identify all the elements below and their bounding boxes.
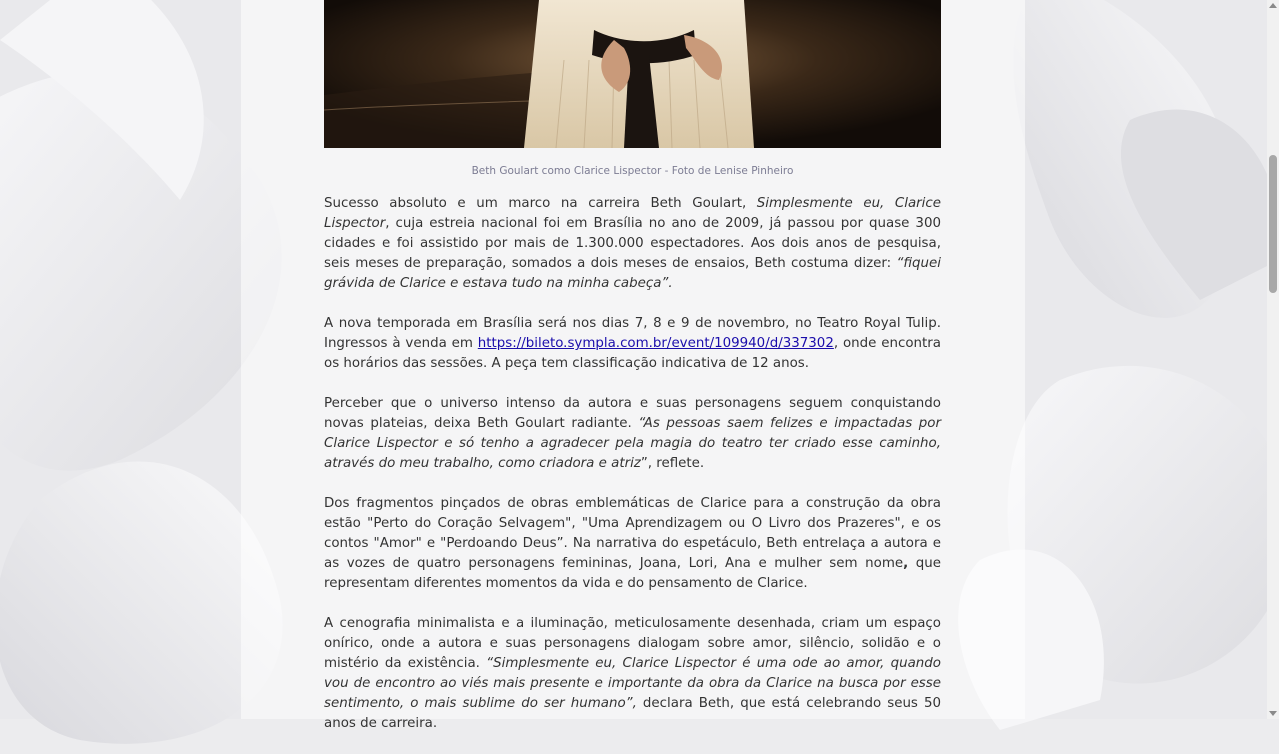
paragraph-3-text-c: ”, reflete. [640, 456, 705, 471]
paragraph-4-comma: , [903, 556, 909, 571]
paragraph-2-text-a: A nova temporada em Brasília será nos dias 7, 8 e 9 de novembro, no Teatro Royal Tulip. Ingressos à venda em [324, 316, 941, 351]
paragraph-1 [324, 194, 941, 294]
photo-caption: Beth Goulart como Clarice Lispector - Foto de Lenise Pinheiro [471, 165, 794, 177]
paragraph-1-quote: “fiquei grávida de Clarice e estava tudo na minha cabeça”. [324, 256, 941, 291]
paragraph-2-text-c: , onde encontra os horários das sessões. A peça tem classificação indicativa de 12 anos. [324, 336, 941, 371]
scrollbar-thumb[interactable] [1269, 155, 1277, 293]
paragraph-3 [324, 394, 941, 474]
performer-photo-image [324, 0, 941, 148]
scroll-down-arrow-icon[interactable] [1269, 711, 1277, 716]
play-title: Simplesmente eu, Clarice Lispector [324, 196, 941, 231]
paragraph-2 [324, 314, 941, 374]
paragraph-5-text-c: declara Beth, que está celebrando seus 50 anos de carreira. [324, 696, 942, 731]
paragraph-5-quote: “Simplesmente eu, Clarice Lispector é uma ode ao amor, quando vou de encontro ao viés mais presente e importante da obra da Clarice na busca por esse sentimento, o mais sublime do ser humano”, [324, 656, 941, 711]
paragraph-3-quote: “As pessoas saem felizes e impactadas por Clarice Lispector e só tenho a agradecer pela magia do teatro ter criado esse caminho, através do meu trabalho, como criadora e atriz [324, 416, 941, 471]
paragraph-1-text-c: , cuja estreia nacional foi em Brasília no ano de 2009, já passou por quase 300 cidades e foi assistido por mais de 1.300.000 espectadores. Aos dois anos de pesquisa, seis meses de preparação, somados a dois meses de ensaios, Beth costuma dizer: [324, 216, 941, 271]
paragraph-5 [324, 614, 941, 734]
article-body [324, 194, 941, 754]
paragraph-4-text-a: Dos fragmentos pinçados de obras emblemáticas de Clarice para a construção da obra estão "Perto do Coração Selvagem", "Uma Aprendizagem ou O Livro dos Prazeres", e os contos "Amor" e "Perdoando Deus”. Na narrativa do espetáculo, Beth entrelaça a autora e as vozes de quatro personagens femininas, Joana, Lori, Ana e mulher sem nome [324, 496, 941, 571]
paragraph-1-text-a: Sucesso absoluto e um marco na carreira Beth Goulart, [324, 196, 757, 211]
paragraph-4 [324, 494, 941, 594]
article-photo [324, 0, 941, 148]
paragraph-5-text-a: A cenografia minimalista e a iluminação, meticulosamente desenhada, criam um espaço onírico, onde a autora e suas personagens dialogam sobre amor, silêncio, solidão e o mistério da existência. [324, 616, 941, 671]
ticket-link[interactable]: https://bileto.sympla.com.br/event/109940/d/337302 [477, 336, 834, 351]
paragraph-4-text-c: que representam diferentes momentos da vida e do pensamento de Clarice. [324, 556, 941, 591]
page-scrollbar[interactable] [1267, 0, 1279, 719]
paragraph-3-text-a: Perceber que o universo intenso da autora e suas personagens seguem conquistando novas plateias, deixa Beth Goulart radiante. [324, 396, 941, 431]
scroll-up-arrow-icon[interactable] [1269, 3, 1277, 8]
